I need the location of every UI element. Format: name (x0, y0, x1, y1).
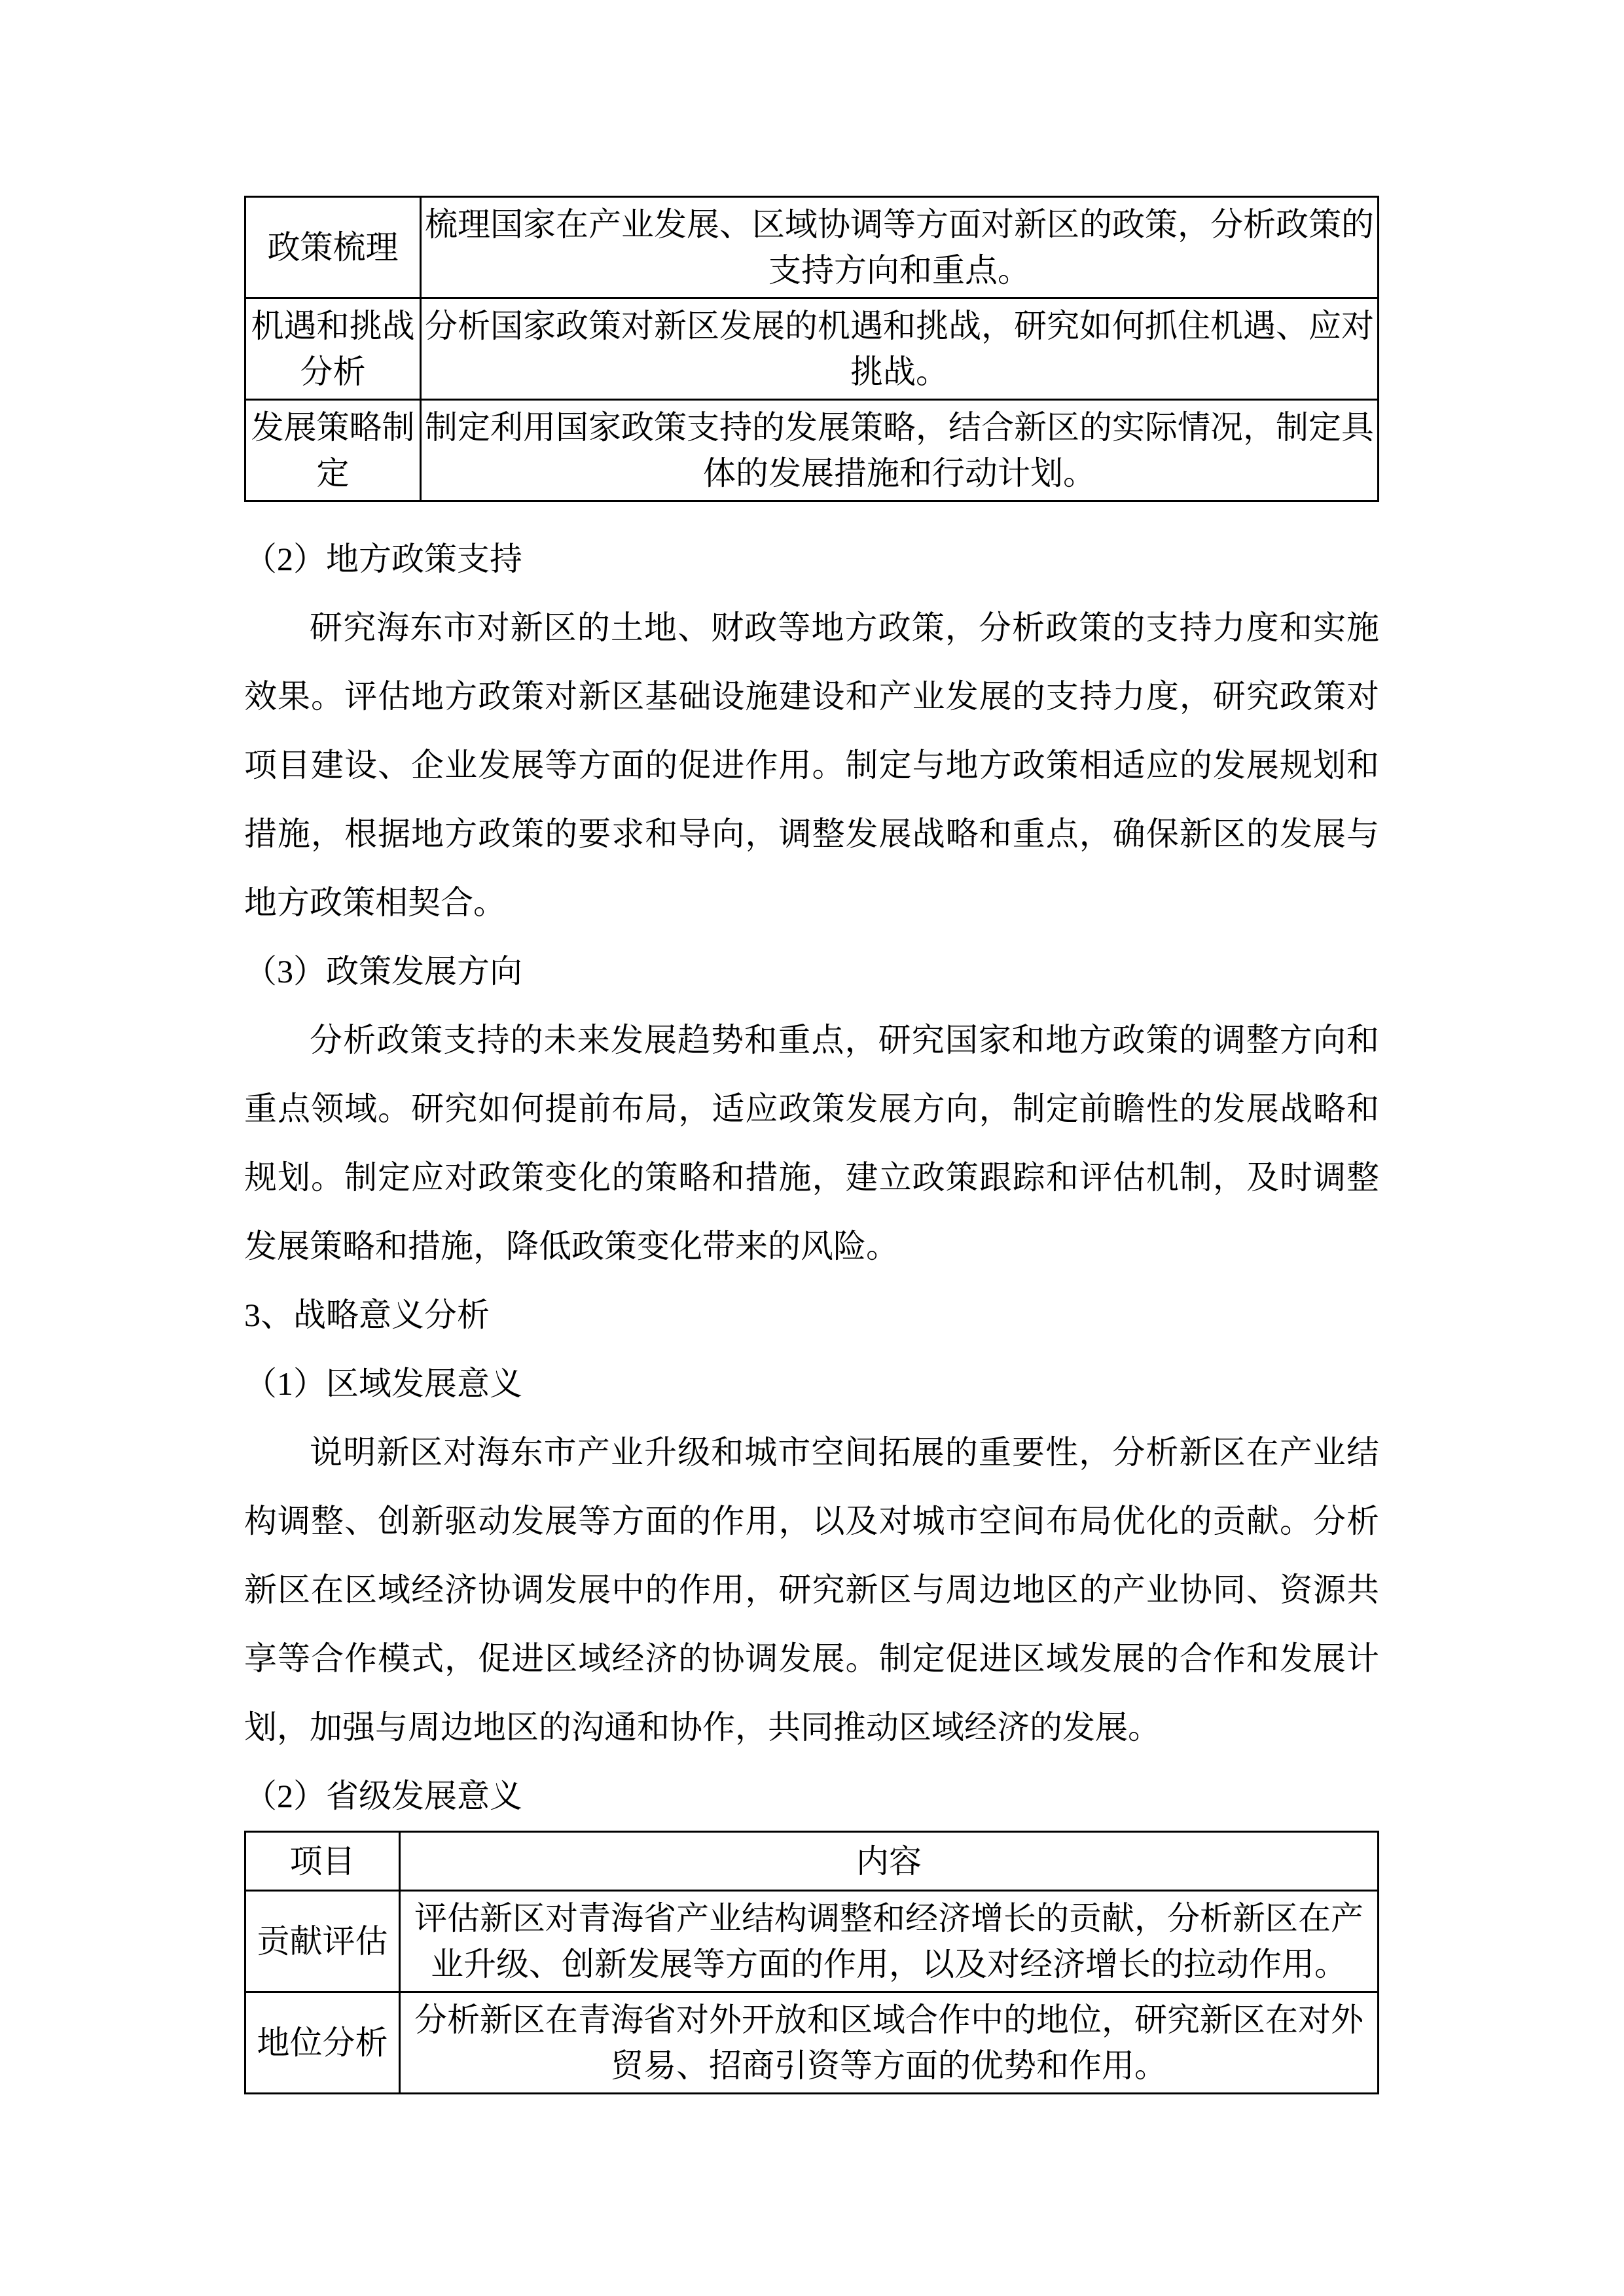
provincial-significance-table (244, 1831, 1379, 2094)
meaning-row-content: 分析新区在青海省对外开放和区域合作中的地位，研究新区在对外贸易、招商引资等方面的优势和作用。 (400, 1992, 1379, 2094)
table-header-row (245, 1832, 1379, 1891)
meaning-row-label: 地位分析 (245, 1992, 400, 2094)
column-header-content: 内容 (400, 1832, 1379, 1891)
document-content (244, 196, 1379, 2094)
paragraph-regional-significance: 说明新区对海东市产业升级和城市空间拓展的重要性，分析新区在产业结构调整、创新驱动发展等方面的作用，以及对城市空间布局优化的贡献。分析新区在区域经济协调发展中的作用，研究新区与周边地区的产业协同、资源共享等合作模式，促进区域经济的协调发展。制定促进区域发展的合作和发展计划，加强与周边地区的沟通和协作，共同推动区域经济的发展。 (244, 1434, 1379, 1746)
policy-row-label: 发展策略制定 (245, 400, 421, 501)
policy-row-content: 分析国家政策对新区发展的机遇和挑战，研究如何抓住机遇、应对挑战。 (421, 298, 1379, 400)
meaning-row-label: 贡献评估 (245, 1891, 400, 1992)
table-row (245, 400, 1379, 501)
policy-row-content: 制定利用国家政策支持的发展策略，结合新区的实际情况，制定具体的发展措施和行动计划。 (421, 400, 1379, 501)
heading-strategic-significance: 3、战略意义分析 (244, 1297, 490, 1333)
policy-row-label: 政策梳理 (245, 197, 421, 298)
heading-policy-direction: （3）政策发展方向 (244, 953, 522, 990)
paragraph-policy-direction: 分析政策支持的未来发展趋势和重点，研究国家和地方政策的调整方向和重点领域。研究如何提前布局，适应政策发展方向，制定前瞻性的发展战略和规划。制定应对政策变化的策略和措施，建立政策跟踪和评估机制，及时调整发展策略和措施，降低政策变化带来的风险。 (244, 1022, 1379, 1265)
table-row (245, 1891, 1379, 1992)
meaning-row-content: 评估新区对青海省产业结构调整和经济增长的贡献，分析新区在产业升级、创新发展等方面的作用，以及对经济增长的拉动作用。 (400, 1891, 1379, 1992)
heading-provincial-significance: （2）省级发展意义 (244, 1778, 522, 1814)
table-row (245, 298, 1379, 400)
paragraph-local-policy-support: 研究海东市对新区的土地、财政等地方政策，分析政策的支持力度和实施效果。评估地方政策对新区基础设施建设和产业发展的支持力度，研究政策对项目建设、企业发展等方面的促进作用。制定与地方政策相适应的发展规划和措施，根据地方政策的要求和导向，调整发展战略和重点，确保新区的发展与地方政策相契合。 (244, 609, 1379, 921)
table-row (245, 197, 1379, 298)
policy-row-content: 梳理国家在产业发展、区域协调等方面对新区的政策，分析政策的支持方向和重点。 (421, 197, 1379, 298)
heading-local-policy-support: （2）地方政策支持 (244, 541, 522, 577)
policy-row-label: 机遇和挑战分析 (245, 298, 421, 400)
column-header-item: 项目 (245, 1832, 400, 1891)
heading-regional-significance: （1）区域发展意义 (244, 1365, 522, 1402)
table-row (245, 1992, 1379, 2094)
policy-support-table (244, 196, 1379, 502)
